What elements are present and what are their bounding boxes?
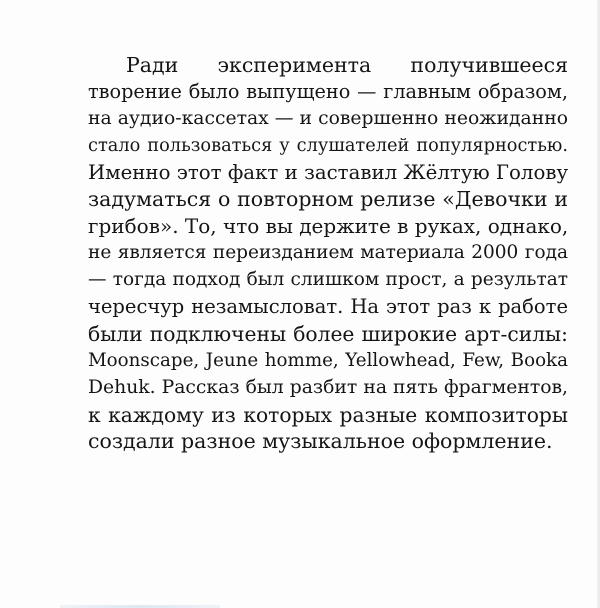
text-line: Moonscape, Jeune homme, Yellowhead, Few, Booka bbox=[88, 349, 568, 371]
text-line: были подключены более широкие арт-силы: bbox=[88, 321, 568, 346]
text-line: грибов». То, что вы держите в руках, однако, bbox=[88, 214, 569, 239]
text-line: стало пользоваться у слушателей популярностью. bbox=[88, 135, 568, 156]
paragraph bbox=[88, 52, 568, 455]
text-line: к каждому из которых разные композиторы bbox=[88, 402, 568, 427]
text-line: Именно этот факт и заставил Жёлтую Голову bbox=[88, 160, 569, 184]
text-line: творение было выпущено — главным образом, bbox=[88, 79, 568, 103]
text-line: создали разное музыкальное оформление. bbox=[88, 429, 553, 454]
text-line: Ради эксперимента получившееся bbox=[126, 53, 568, 77]
text-line: чересчур незамысловат. На этот раз к работе bbox=[88, 295, 568, 319]
text-line: на аудио-кассетах — и совершенно неожиданно bbox=[88, 107, 568, 129]
text-line: задуматься о повторном релизе «Девочки и bbox=[88, 187, 568, 212]
text-line: не является переизданием материала 2000 года bbox=[88, 242, 568, 264]
text-line: Dehuk. Рассказ был разбит на пять фрагментов, bbox=[88, 376, 568, 398]
text-line: — тогда подход был слишком прост, а результат bbox=[88, 269, 568, 291]
